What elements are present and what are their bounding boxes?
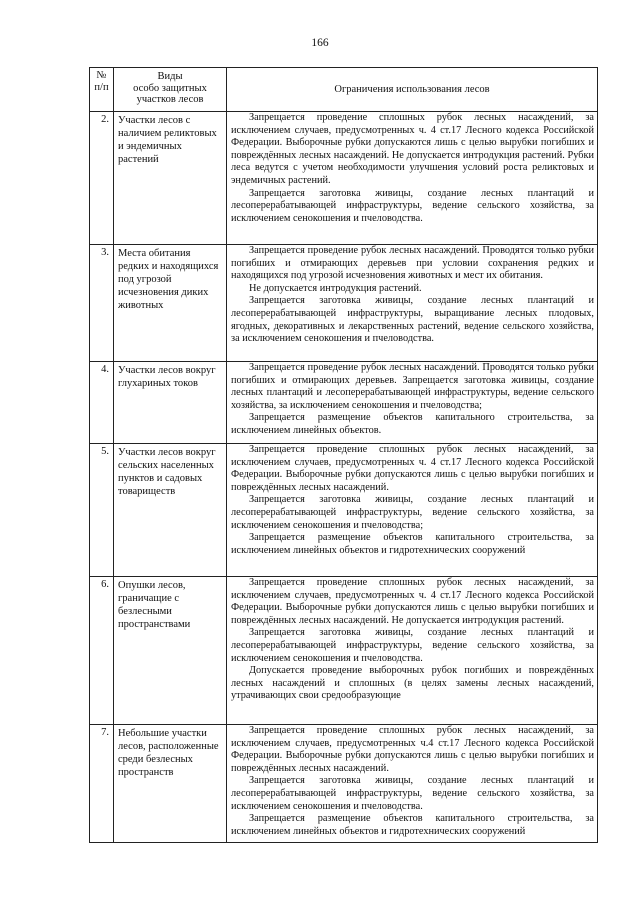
restriction-paragraph: Запрещается проведение рубок лесных насаждений. Проводятся только рубки погибших и отмирающих деревьев при условии сохранения редких и находящихся под угрозой исчезновения животных и мест их обитания. (231, 245, 594, 282)
row-number: 4. (90, 362, 114, 444)
header-limits (227, 68, 598, 112)
table-row (90, 245, 598, 362)
table-row (90, 725, 598, 843)
restriction-paragraph: Не допускается интродукция растений. (249, 282, 422, 294)
row-number: 7. (90, 725, 114, 843)
row-area-type: Участки лесов вокруг сельских населенных пунктов и садовых товариществ (114, 444, 227, 577)
restrictions-table (89, 67, 598, 843)
row-restrictions (227, 444, 598, 577)
row-restrictions (227, 245, 598, 362)
restriction-paragraph: Запрещается заготовка живицы, создание лесных плантаций и лесоперерабатывающей инфраструктуры, ведение сельского хозяйства, за исключением сенокошения и пчеловодства. (231, 187, 594, 224)
row-area-type: Участки лесов с наличием реликтовых и эндемичных растений (114, 112, 227, 245)
header-type (114, 68, 227, 112)
restrictions-text (227, 725, 597, 842)
restriction-paragraph: Запрещается заготовка живицы, создание лесных плантаций и лесоперерабатывающей инфраструктуры, выращивание лесных плодовых, ягодных, декоративных и лекарственных растений, ведение сельского хозяйства, за исключением сенокошения и пчеловодства. (231, 295, 594, 345)
table-row (90, 362, 598, 444)
restriction-paragraph: Запрещается проведение рубок лесных насаждений. Проводятся только рубки погибших и отмирающих деревьев. Запрещается заготовка живицы, создание лесных плантаций и лесоперерабатывающей инфраструктуры, ведение сельского хозяйства, за исключением сенокошения и пчеловодства; (231, 362, 594, 411)
restriction-paragraph: Запрещается размещение объектов капитального строительства, за исключением линейных объектов и гидротехнических сооружений (231, 532, 594, 556)
table-row (90, 444, 598, 577)
restriction-paragraph: Запрещается размещение объектов капитального строительства, за исключением линейных объектов и гидротехнических сооружений (231, 813, 594, 837)
row-number: 6. (90, 577, 114, 725)
restriction-paragraph: Запрещается размещение объектов капитального строительства, за исключением линейных объектов. (231, 412, 594, 436)
restriction-paragraph: Запрещается заготовка живицы, создание лесных плантаций и лесоперерабатывающей инфраструктуры, ведение сельского хозяйства, за исключением сенокошения и пчеловодства; (231, 494, 594, 531)
row-number: 2. (90, 112, 114, 245)
row-restrictions (227, 577, 598, 725)
restriction-paragraph: Запрещается проведение сплошных рубок лесных насаждений, за исключением случаев, предусмотренных ч. 4 ст.17 Лесного кодекса Российской Федерации. Выборочные рубки допускаются лишь с целью вырубки погибших и повреждённых лесных насаждений. Не допускается интродукция растений. (231, 577, 594, 626)
row-number: 5. (90, 444, 114, 577)
restriction-paragraph: Запрещается проведение сплошных рубок лесных насаждений, за исключением случаев, предусмотренных ч. 4 ст.17 Лесного кодекса Российской Федерации. Выборочные рубки допускаются лишь с целью вырубки погибших и повреждённых лесных насаждений. (231, 444, 594, 493)
restrictions-text (227, 444, 597, 576)
table-row (90, 112, 598, 245)
restrictions-text (227, 245, 597, 361)
table-row (90, 577, 598, 725)
row-restrictions (227, 112, 598, 245)
header-limits-label: Ограничения использования лесов (334, 83, 490, 95)
header-type-label: Виды особо защитных участков лесов (133, 71, 207, 105)
row-number: 3. (90, 245, 114, 362)
row-area-type: Опушки лесов, граничащие с безлесными пространствами (114, 577, 227, 725)
restriction-paragraph: Запрещается проведение сплошных рубок лесных насаждений, за исключением случаев, предусмотренных ч. 4 ст.17 Лесного кодекса Российской Федерации. Выборочные рубки допускаются лишь с целью вырубки погибших и повреждённых лесных насаждений. Не допускается интродукция растений. Рубки леса ведутся с учетом необходимости улучшения условий роста реликтовых и эндемичных растений. (231, 112, 594, 186)
row-restrictions (227, 725, 598, 843)
header-num-label: № п/п (94, 70, 109, 93)
restrictions-text (227, 112, 597, 244)
restrictions-text (227, 577, 597, 724)
row-restrictions (227, 362, 598, 444)
table-header-row (90, 68, 598, 112)
restrictions-text (227, 362, 597, 443)
row-area-type: Места обитания редких и находящихся под угрозой исчезновения диких животных (114, 245, 227, 362)
page-number: 166 (311, 37, 329, 49)
row-area-type: Небольшие участки лесов, расположенные среди безлесных пространств (114, 725, 227, 843)
header-num (90, 68, 114, 112)
restriction-paragraph: Допускается проведение выборочных рубок погибших и повреждённых лесных насаждений и сплошных (в целях замены лесных насаждений, утрачивающих свои средообразующие (231, 665, 594, 702)
restriction-paragraph: Запрещается проведение сплошных рубок лесных насаждений, за исключением случаев, предусмотренных ч.4 ст.17 Лесного кодекса Российской Федерации. Выборочные рубки допускаются лишь с целью вырубки погибших и повреждённых лесных насаждений. (231, 725, 594, 774)
row-area-type: Участки лесов вокруг глухариных токов (114, 362, 227, 444)
restriction-paragraph: Запрещается заготовка живицы, создание лесных плантаций и лесоперерабатывающей инфраструктуры, ведение сельского хозяйства, за исключением сенокошения и пчеловодства. (231, 775, 594, 812)
restriction-paragraph: Запрещается заготовка живицы, создание лесных плантаций и лесоперерабатывающей инфраструктуры, ведение сельского хозяйства, за исключением сенокошения и пчеловодства. (231, 627, 594, 664)
